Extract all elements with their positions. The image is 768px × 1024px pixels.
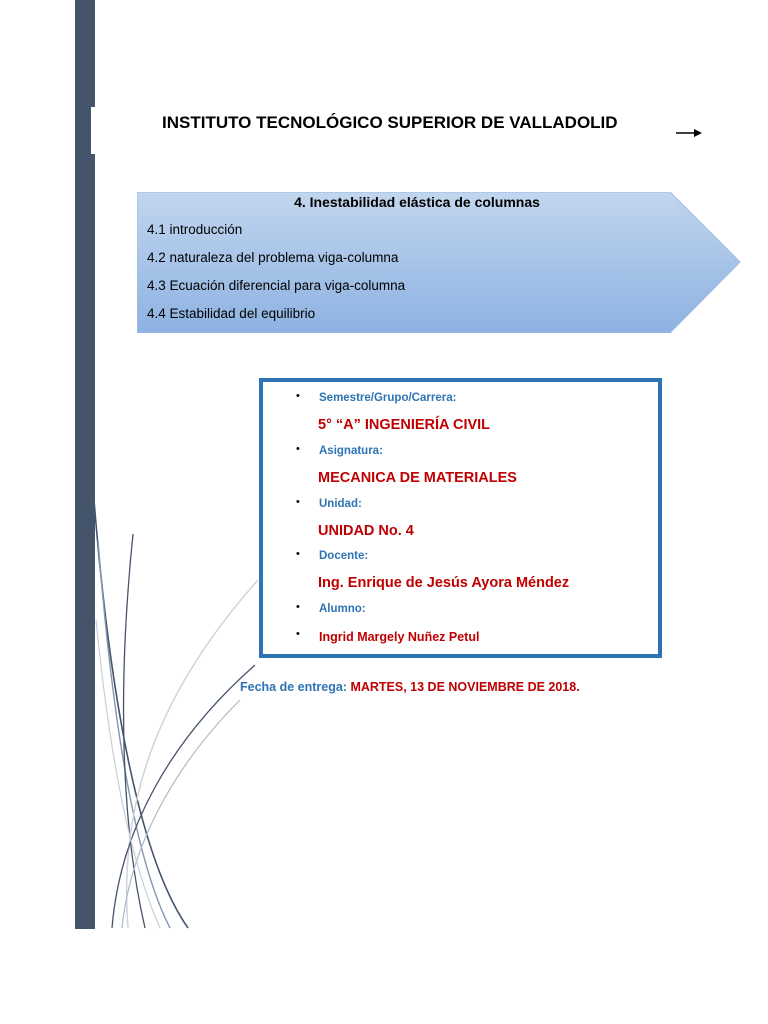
alumno-label: Alumno: [319,603,366,615]
bullet-icon: • [296,601,300,613]
semestre-label: Semestre/Grupo/Carrera: [319,392,457,404]
alumno-value: Ingrid Margely Nuñez Petul [319,630,480,644]
topic-item: 4.4 Estabilidad del equilibrio [147,306,316,321]
unidad-value: UNIDAD No. 4 [318,523,414,539]
student-info-box [259,378,662,658]
topics-panel [137,192,697,333]
unidad-label: Unidad: [319,498,362,510]
arrow-right-icon [676,127,702,139]
delivery-label: Fecha de entrega: [240,680,351,694]
bullet-icon: • [296,390,300,402]
delivery-line [240,680,580,694]
bullet-icon: • [296,443,300,455]
decor-curve-4 [127,580,258,928]
asignatura-label: Asignatura: [319,445,383,457]
bullet-icon: • [296,628,300,640]
institution-title: INSTITUTO TECNOLÓGICO SUPERIOR DE VALLADOLID [162,113,618,132]
topic-item: 4.3 Ecuación diferencial para viga-columna [147,278,406,293]
bullet-icon: • [296,496,300,508]
docente-value: Ing. Enrique de Jesús Ayora Méndez [318,575,570,591]
decor-curve-6 [122,700,240,928]
decor-curve-1 [94,500,188,928]
decor-curve-7 [96,620,160,928]
delivery-date: MARTES, 13 DE NOVIEMBRE DE 2018. [350,680,580,694]
bullet-icon: • [296,548,300,560]
topics-heading: 4. Inestabilidad elástica de columnas [294,194,540,210]
semestre-value: 5° “A” INGENIERÍA CIVIL [318,417,491,433]
docente-label: Docente: [319,550,369,562]
decor-curve-5 [112,665,255,928]
topic-item: 4.2 naturaleza del problema viga-columna [147,250,399,265]
asignatura-value: MECANICA DE MATERIALES [318,470,517,486]
topic-item: 4.1 introducción [147,222,243,237]
